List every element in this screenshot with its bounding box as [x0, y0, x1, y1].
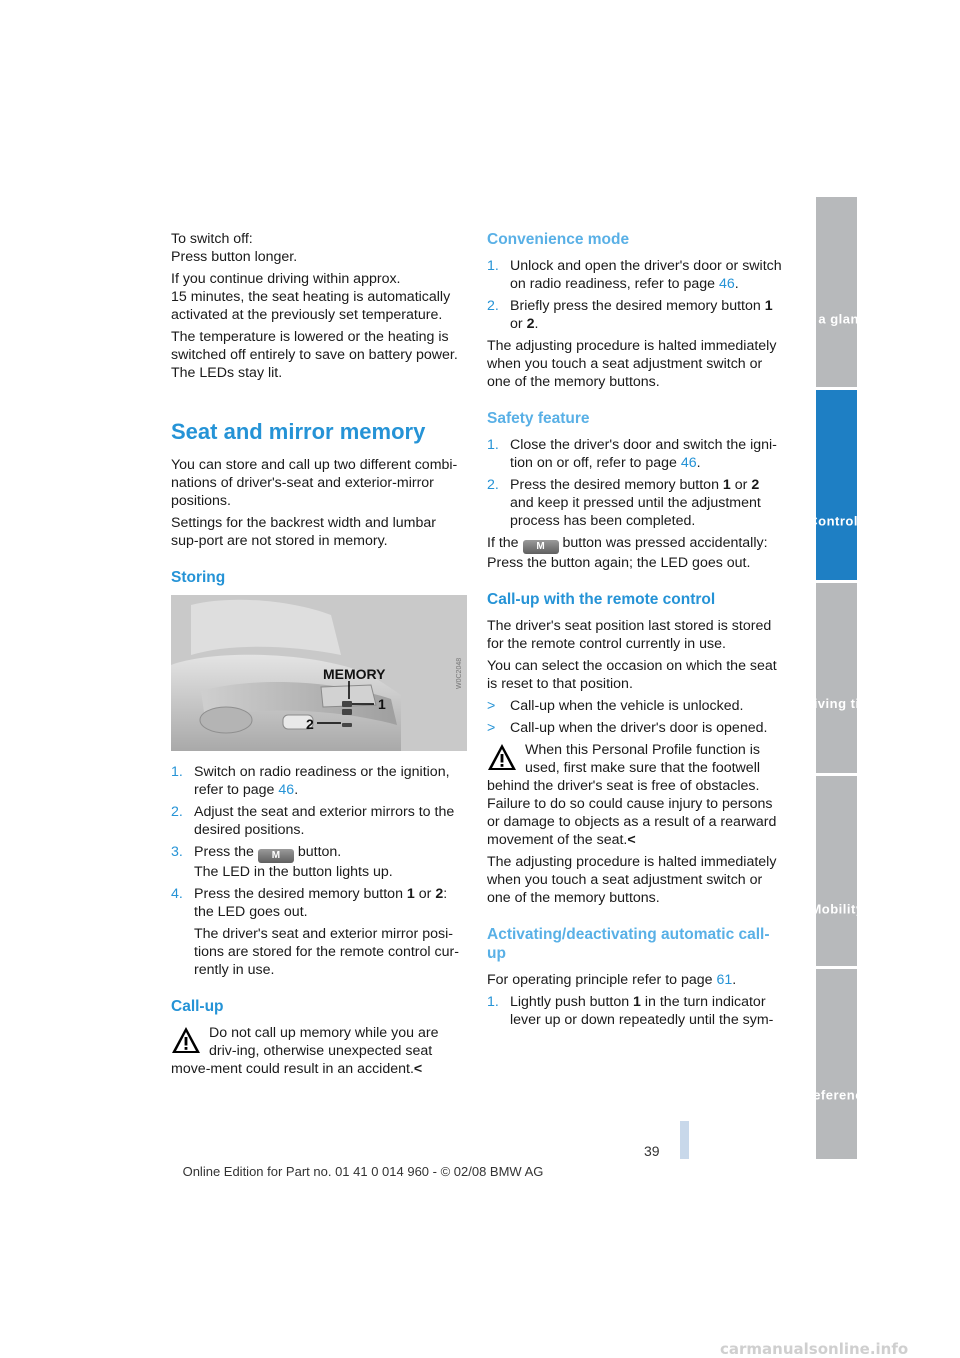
- seat-memory-illustration: [171, 595, 467, 751]
- left-column: [171, 230, 467, 1082]
- operating-end: .: [732, 972, 737, 988]
- chapter-sidebar: [797, 197, 876, 1162]
- memory-button-icon: M: [523, 540, 559, 554]
- figure-label-2: 2: [306, 716, 314, 732]
- footer-text: Online Edition for Part no. 01 41 0 014 960 - © 02/08 BMW AG: [182, 1164, 544, 1179]
- button-2-ref: 2: [751, 477, 760, 493]
- step-number: 1.: [487, 437, 499, 453]
- switch-off-label: To switch off:: [171, 231, 253, 247]
- remote-stored-text: The driver's seat position last stored is stored for the remote control currently in use.: [487, 618, 772, 652]
- step-number: 3.: [171, 844, 183, 860]
- step-end: .: [294, 782, 299, 798]
- accidental-press-text: [487, 534, 783, 572]
- temperature-lowered-text: The temperature is lowered or the heating is switched off entirely to save on battery power. The LEDs stay lit.: [171, 329, 458, 381]
- step-text: Adjust the seat and exterior mirrors to the desired positions.: [194, 804, 455, 838]
- heading-storing: Storing: [171, 569, 226, 586]
- accidental-text: button was pressed accidentally: Press the button again; the LED goes out.: [487, 535, 768, 571]
- step-number: 1.: [171, 764, 183, 780]
- step-text-cont: in the turn indicator lever up or down repeatedly until the sym-: [510, 994, 774, 1028]
- footer: [0, 1163, 960, 1181]
- storing-step-2: [171, 803, 467, 839]
- step-end: .: [534, 316, 539, 332]
- end-marker: <: [627, 832, 636, 848]
- figure-code: W0C2048: [456, 657, 463, 689]
- step-text: Press the desired memory button: [510, 477, 723, 493]
- warning-text: Do not call up memory while you are driv-ing, otherwise unexpected seat move-ment could result in an accident.: [171, 1025, 439, 1077]
- tab-label: Controls: [807, 513, 866, 529]
- operating-principle-text: [487, 971, 783, 989]
- watermark: carmanualsonline.info: [720, 1340, 909, 1358]
- tab-reference[interactable]: [802, 969, 871, 1159]
- safety-step-1: [487, 436, 783, 472]
- remote-occasion-text: You can select the occasion on which the seat is reset to that position.: [487, 658, 777, 692]
- heading-automatic-callup: Activating/deactivating automatic call-up: [487, 926, 770, 962]
- seat-illustration-svg: [171, 595, 467, 751]
- button-1-ref: 1: [764, 298, 773, 314]
- tab-label: At a glance: [799, 311, 874, 327]
- warning-personal-profile: [487, 741, 783, 849]
- stored-positions-text: The driver's seat and exterior mirror posi-tions are stored for the remote control cur-rently in use.: [194, 926, 459, 978]
- step-led-text: The LED in the button lights up.: [194, 864, 393, 880]
- convenience-step-2: [487, 297, 783, 333]
- button-1-ref: 1: [633, 994, 641, 1010]
- button-2-ref: 2: [526, 316, 535, 332]
- tab-driving-tips[interactable]: [797, 583, 876, 773]
- step-number: 2.: [487, 477, 499, 493]
- warning-callup: [171, 1024, 467, 1078]
- if-text: If the: [487, 535, 519, 551]
- step-number: 1.: [487, 994, 499, 1010]
- tab-mobility[interactable]: [809, 776, 864, 966]
- page-link-61[interactable]: 61: [716, 972, 733, 988]
- bullet-text: Call-up when the driver's door is opened.: [510, 720, 768, 736]
- heading-safety-feature: Safety feature: [487, 410, 590, 427]
- page-link-46[interactable]: 46: [719, 276, 735, 292]
- warning-triangle-icon: [487, 743, 517, 771]
- bullet-text: Call-up when the vehicle is unlocked.: [510, 698, 744, 714]
- step-number: 2.: [171, 804, 183, 820]
- step-number: 4.: [171, 886, 183, 902]
- press-longer-text: Press button longer.: [171, 249, 298, 265]
- step-number: 2.: [487, 298, 499, 314]
- or-text: or: [510, 316, 527, 332]
- or-text: or: [414, 886, 436, 902]
- step-text: Close the driver's door and switch the igni-tion on or off, refer to page: [510, 437, 777, 471]
- heading-convenience-mode: Convenience mode: [487, 231, 630, 248]
- step-text-cont: button.: [297, 844, 342, 860]
- step-text: Briefly press the desired memory button: [510, 298, 765, 314]
- backrest-settings-text: Settings for the backrest width and lumbar sup-port are not stored in memory.: [171, 515, 436, 549]
- button-1-ref: 1: [722, 477, 731, 493]
- step-text: Switch on radio readiness or the ignition, refer to page: [194, 764, 450, 798]
- step-text: Lightly push button: [510, 994, 634, 1010]
- bullet-unlocked: [487, 697, 783, 715]
- warning-text: When this Personal Profile function is used, first make sure that the footwell behind the driver's seat is free of obstacles. Failure to do so could cause injury to persons or damage to objects as a result of a rearward movement of the seat.: [487, 742, 777, 848]
- warning-triangle-icon: [171, 1026, 201, 1054]
- tab-label: Mobility: [809, 901, 864, 917]
- storing-step-4: [171, 885, 467, 979]
- halted-text-1: The adjusting procedure is halted immediately when you touch a seat adjustment switch or one of the memory buttons.: [487, 338, 777, 390]
- heading-remote-callup: Call-up with the remote control: [487, 591, 716, 608]
- safety-step-2: [487, 476, 783, 530]
- figure-label-memory: MEMORY: [323, 666, 386, 682]
- convenience-step-1: [487, 257, 783, 293]
- continue-driving-text: [171, 270, 467, 324]
- tab-label: Reference: [802, 1087, 871, 1103]
- operating-text: For operating principle refer to page: [487, 972, 717, 988]
- or-text: or: [730, 477, 752, 493]
- heading-call-up: Call-up: [171, 998, 224, 1015]
- continue-driving-line1: If you continue driving within approx.: [171, 271, 401, 287]
- halted-text-2: The adjusting procedure is halted immediately when you touch a seat adjustment switch or one of the memory buttons.: [487, 854, 777, 906]
- bullet-door-opened: [487, 719, 783, 737]
- button-1-ref: 1: [406, 886, 415, 902]
- storing-step-3: [171, 843, 467, 881]
- right-column: [487, 230, 783, 1033]
- tab-at-a-glance[interactable]: [799, 197, 874, 387]
- store-combinations-text: You can store and call up two different combi-nations of driver's-seat and exterior-mirror positions.: [171, 457, 458, 509]
- bullet-marker: >: [487, 720, 496, 736]
- step-text-cont: and keep it pressed until the adjustment process has been completed.: [510, 495, 761, 529]
- continue-driving-line2: 15 minutes, the seat heating is automatically activated at the previously set temperature.: [171, 289, 451, 323]
- page-link-46[interactable]: 46: [278, 782, 295, 798]
- memory-button-icon: M: [258, 849, 294, 863]
- bullet-marker: >: [487, 698, 496, 714]
- step-end: .: [734, 276, 739, 292]
- button-2-ref: 2: [435, 886, 444, 902]
- storing-step-1: [171, 763, 467, 799]
- automatic-step-1: [487, 993, 783, 1029]
- end-marker: <: [413, 1061, 423, 1077]
- tab-controls[interactable]: [807, 390, 866, 580]
- page-link-46[interactable]: 46: [680, 455, 697, 471]
- step-text: Press the desired memory button: [194, 886, 407, 902]
- step-text-cont: : the LED goes out.: [194, 886, 448, 920]
- tab-label: Driving tips: [797, 696, 876, 712]
- step-text: Press the: [194, 844, 254, 860]
- section-title-seat-mirror-memory: Seat and mirror memory: [171, 419, 426, 444]
- step-number: 1.: [487, 258, 499, 274]
- figure-label-1: 1: [378, 696, 386, 712]
- step-text: Unlock and open the driver's door or switch on radio readiness, refer to page: [510, 258, 782, 292]
- page-number: 39: [644, 1143, 660, 1159]
- step-end: .: [696, 455, 701, 471]
- page-marker-bar: [680, 1121, 689, 1159]
